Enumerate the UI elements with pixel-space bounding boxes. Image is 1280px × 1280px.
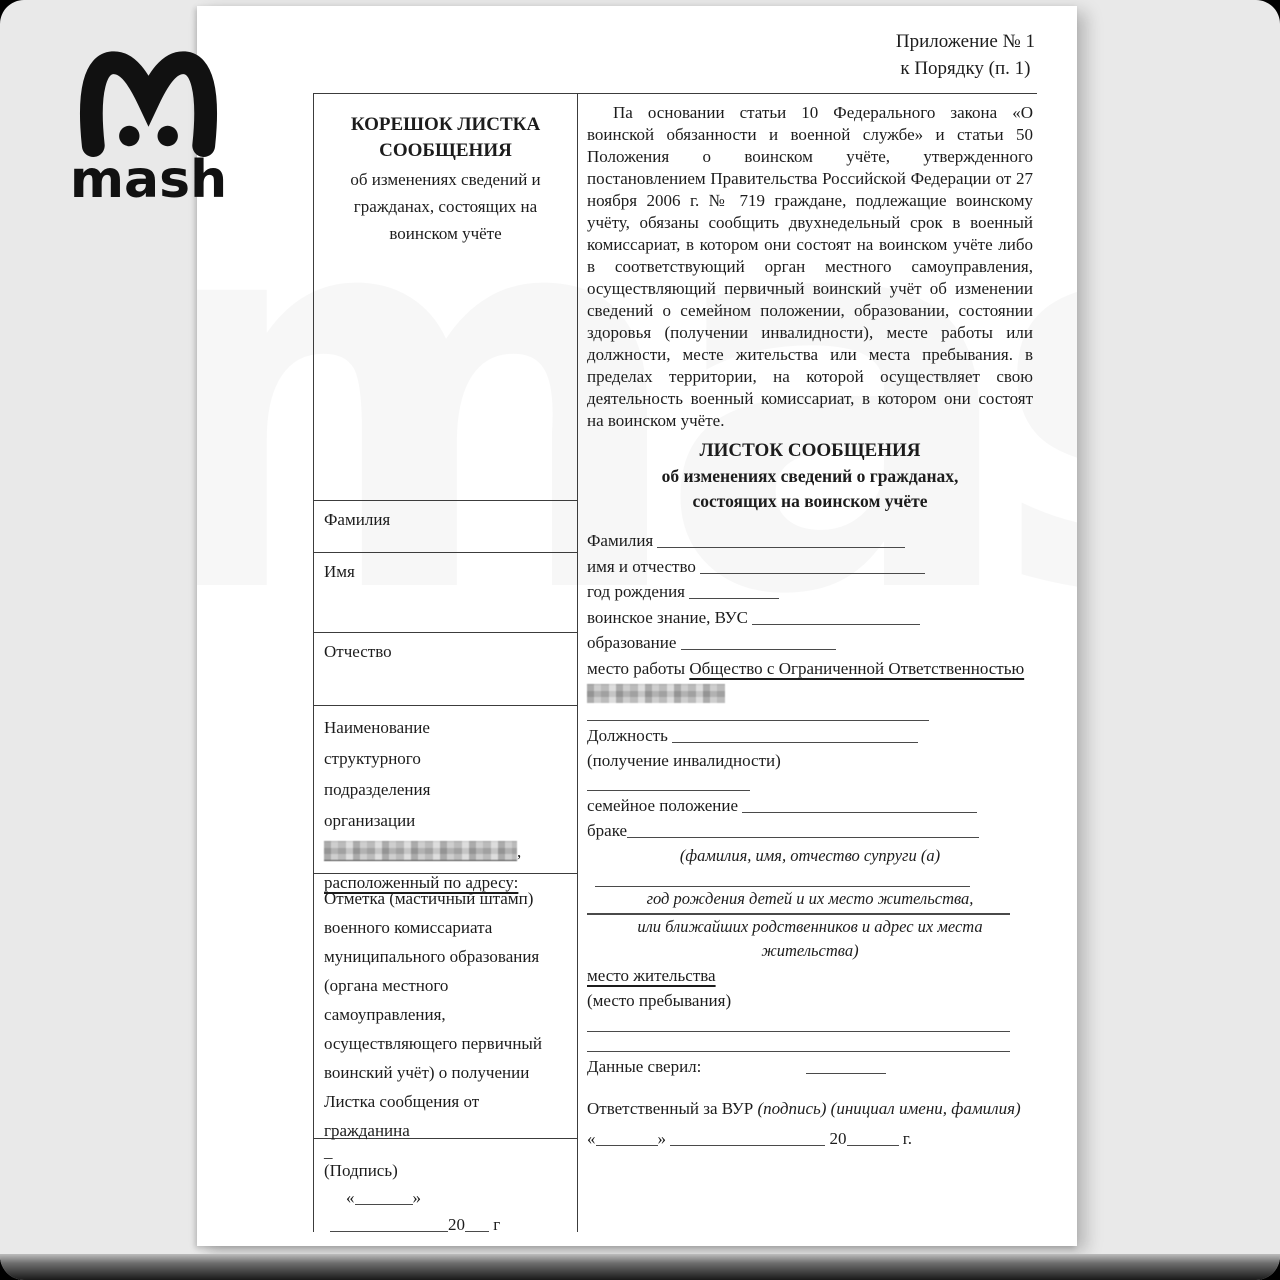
stub-column xyxy=(313,94,578,1232)
document-page xyxy=(197,6,1077,1246)
blank-line xyxy=(627,823,979,838)
field-birth-year: год рождения xyxy=(587,579,1033,605)
blank-line xyxy=(657,533,905,548)
blank-line xyxy=(681,635,836,650)
sheet-date-line: « » 20 г. xyxy=(587,1129,913,1148)
stub-sign-date-day: « » xyxy=(346,1188,421,1207)
blank-line xyxy=(355,1190,413,1205)
stub-field-firstname: Имя xyxy=(314,553,577,633)
field-workplace: место работы Общество с Ограниченной Ответственностью xyxy=(587,656,1033,707)
field-responsible: Ответственный за ВУР (подпись) (инициал имени, фамилия) xyxy=(587,1099,1021,1118)
stub-sign-dash: _ xyxy=(324,1142,333,1161)
redacted-block xyxy=(324,841,517,861)
sheet-title: ЛИСТОК СООБЩЕНИЯ xyxy=(699,440,921,461)
blank-rule xyxy=(587,1031,1010,1032)
hint-children: год рождения детей и их место жительства, xyxy=(646,888,974,908)
sheet-subtitle-2: состоящих на воинском учёте xyxy=(692,491,928,511)
responsible-note: (подпись) (инициал имени, фамилия) xyxy=(757,1099,1021,1118)
blank-line xyxy=(689,584,779,599)
intro-paragraph: Па основании статьи 10 Федерального закона «О воинской обязанности и военной службе» и статьи 50 Положения о воинском учёте, утвержденного постановлением Правительства Российской Федерации от 27 ноября 2006 г. № 719 граждане, подлежащие воинскому учёту, обязаны сообщить двухнедельный срок в военный комиссариат, в котором они состоят на воинском учёте либо в соответствующий орган местного самоуправления, осуществляющий первичный воинский учёт об изменении сведений о семейном положении, образовании, состоянии здоровья (получении инвалидности), месте работы или должности, месте жительства или места пребывания. в пределах территории, на которой осуществляет свою деятельность военный комиссариат, в котором они состоят на воинском учёте. xyxy=(587,103,1033,430)
blank-rule xyxy=(587,1051,1010,1052)
field-rank-vus: воинское знание, ВУС xyxy=(587,605,1033,631)
blank-line xyxy=(847,1131,899,1146)
appendix-note xyxy=(896,28,1035,82)
blank-line xyxy=(465,1217,489,1232)
form-table xyxy=(313,93,1037,1232)
stub-org-address-label: расположенный по адресу: xyxy=(324,873,519,892)
mash-logo xyxy=(56,40,241,210)
appendix-line-2: к Порядку (п. 1) xyxy=(900,58,1031,79)
stub-header-cell xyxy=(314,94,577,501)
field-name-patronymic: имя и отчество xyxy=(587,554,1033,580)
field-education: образование xyxy=(587,630,1033,656)
blank-line xyxy=(670,1131,825,1146)
field-residence: место жительства xyxy=(587,965,716,985)
appendix-line-1: Приложение № 1 xyxy=(895,31,1035,52)
stub-sign-date-year: 20 г xyxy=(330,1211,567,1238)
stub-field-patronymic: Отчество xyxy=(314,633,577,706)
field-surname: Фамилия xyxy=(587,528,1033,554)
redacted-block xyxy=(587,684,725,703)
photo-bottom-edge xyxy=(0,1254,1280,1280)
field-marital-status: семейное положение xyxy=(587,793,1033,819)
sheet-column xyxy=(578,94,1037,1232)
stub-signature-cell xyxy=(314,1139,577,1232)
blank-line xyxy=(672,728,918,743)
stub-org-cell: Наименование структурного подразделения организации , расположенный по адресу: xyxy=(314,706,577,874)
sheet-subtitle-1: об изменениях сведений о гражданах, xyxy=(661,466,959,486)
stub-title: КОРЕШОК ЛИСТКА СООБЩЕНИЯ xyxy=(350,114,541,161)
blank-line xyxy=(752,610,920,625)
hint-spouse: (фамилия, имя, отчество супруги (а) xyxy=(679,845,941,865)
blank-line xyxy=(330,1217,448,1232)
stub-stamp-cell: Отметка (мастичный штамп) военного комиссариата муниципального образования (органа местного самоуправления, осуществляющего первичный воинский учёт) о получении Листка сообщения от гражданина xyxy=(314,874,577,1139)
field-marriage: браке xyxy=(587,818,1033,844)
blank-line xyxy=(596,1131,658,1146)
stub-subtitle: об изменениях сведений и гражданах, состоящих на воинском учёте xyxy=(350,170,541,243)
blank-line xyxy=(700,559,925,574)
workplace-value: Общество с Ограниченной Ответственностью xyxy=(689,658,1025,678)
field-stay: (место пребывания) xyxy=(587,991,732,1010)
field-position: Должность xyxy=(587,723,1033,749)
blank-line xyxy=(742,798,977,813)
mash-wordmark: mash xyxy=(69,150,228,210)
blank-rule xyxy=(587,720,929,721)
blank-line xyxy=(806,1059,886,1074)
field-data-verified: Данные сверил: xyxy=(587,1054,1033,1080)
stub-field-surname: Фамилия xyxy=(314,501,577,553)
blank-rule xyxy=(587,790,750,791)
stub-org-redaction-line: , xyxy=(324,836,567,867)
stub-sign-label: (Подпись) xyxy=(324,1161,398,1180)
hint-relatives: или ближайших родственников и адрес их места жительства) xyxy=(637,916,983,960)
field-disability: (получение инвалидности) xyxy=(587,751,781,770)
mash-cat-icon xyxy=(61,40,236,160)
